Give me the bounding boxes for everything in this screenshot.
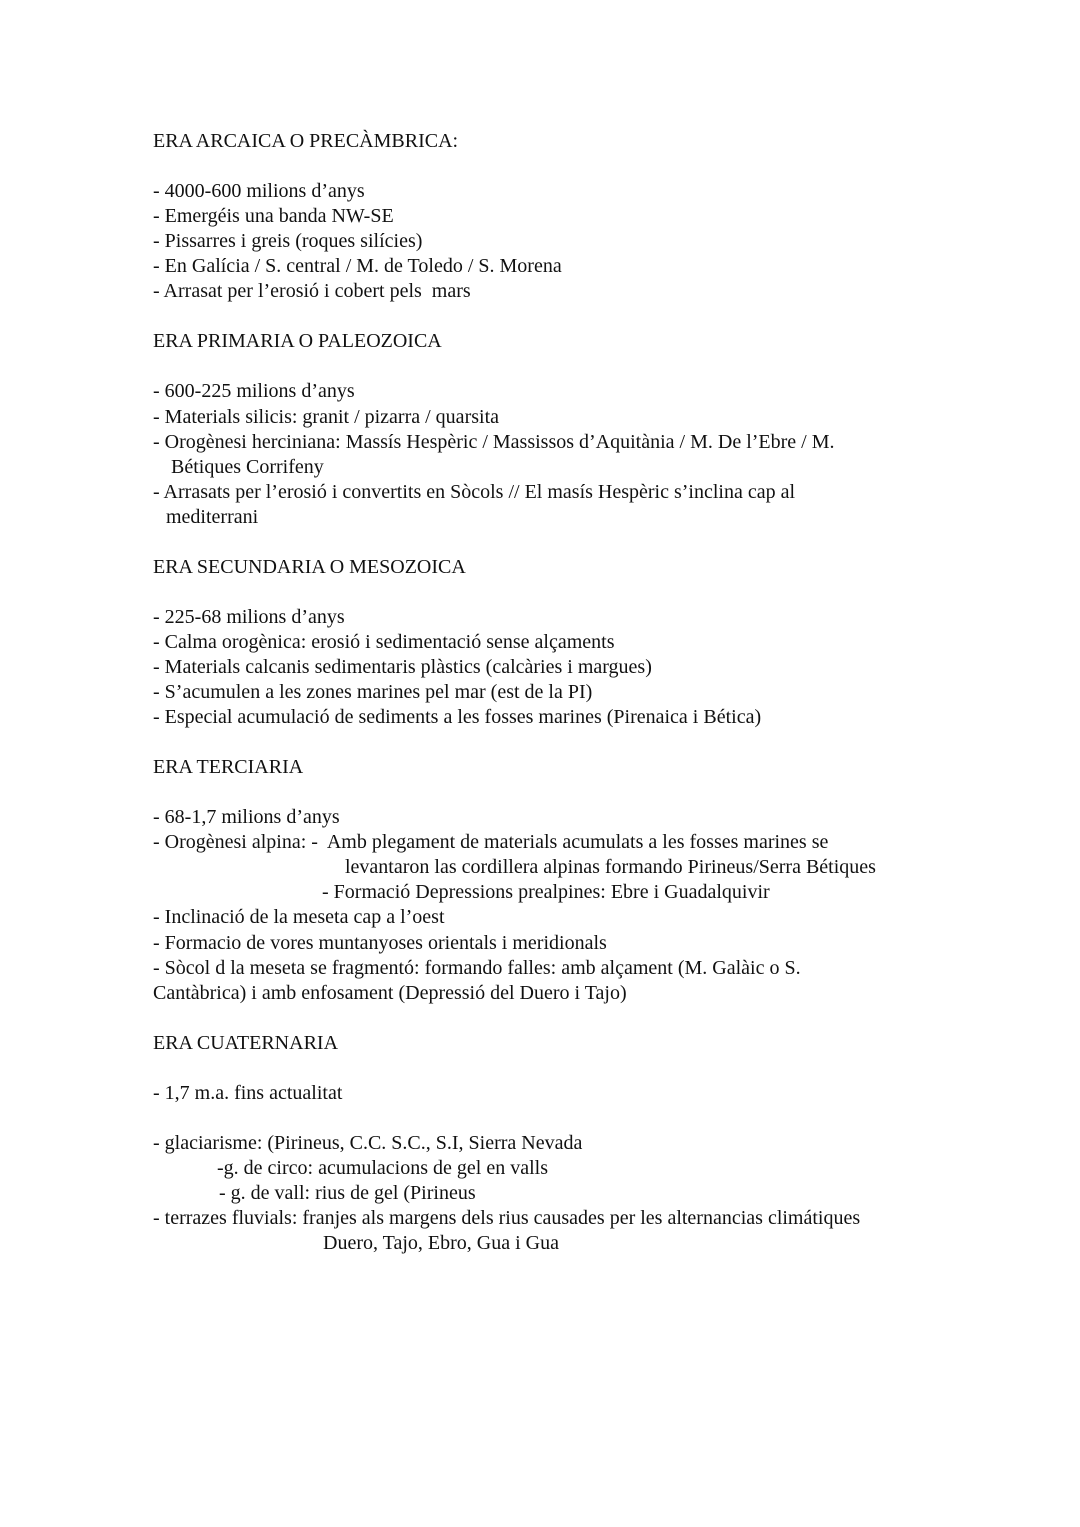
list-item: - Sòcol d la meseta se fragmentó: formando falles: amb alçament (M. Galàic o S. <box>153 956 801 979</box>
list-item: - Materials silicis: granit / pizarra / quarsita <box>153 405 499 428</box>
section-heading: ERA TERCIARIA <box>153 756 304 779</box>
list-item: - glaciarisme: (Pirineus, C.C. S.C., S.I, Sierra Nevada <box>153 1131 583 1154</box>
list-item-continuation: levantaron las cordillera alpinas formando Pirineus/Serra Bétiques <box>345 856 876 879</box>
list-item: - 68-1,7 milions d’anys <box>153 806 340 829</box>
list-item: - 600-225 milions d’anys <box>153 380 355 403</box>
list-item: - 4000-600 milions d’anys <box>153 180 365 203</box>
list-item: - 225-68 milions d’anys <box>153 605 345 628</box>
list-item: - Inclinació de la meseta cap a l’oest <box>153 906 445 929</box>
sub-list-item: -g. de circo: acumulacions de gel en valls <box>217 1156 548 1179</box>
sub-list-item: - g. de vall: rius de gel (Pirineus <box>219 1181 476 1204</box>
list-item: - Orogènesi herciniana: Massís Hespèric / Massissos d’Aquitània / M. De l’Ebre / M. <box>153 430 835 453</box>
list-item: - En Galícia / S. central / M. de Toledo / S. Morena <box>153 255 562 278</box>
list-item: - S’acumulen a les zones marines pel mar (est de la PI) <box>153 681 593 704</box>
list-item-continuation: Duero, Tajo, Ebro, Gua i Gua <box>323 1232 559 1255</box>
list-item: - Materials calcanis sedimentaris plàstics (calcàries i margues) <box>153 655 652 678</box>
list-item: - 1,7 m.a. fins actualitat <box>153 1081 343 1104</box>
list-item: - Formacio de vores muntanyoses orientals i meridionals <box>153 931 607 954</box>
list-item: - Pissarres i greis (roques silícies) <box>153 230 423 253</box>
sub-list-item: - Formació Depressions prealpines: Ebre i Guadalquivir <box>322 881 770 904</box>
list-item-continuation: Cantàbrica) i amb enfosament (Depressió del Duero i Tajo) <box>153 981 627 1004</box>
section-heading: ERA PRIMARIA O PALEOZOICA <box>153 330 442 353</box>
document-page <box>153 129 953 1256</box>
section-heading: ERA SECUNDARIA O MESOZOICA <box>153 555 466 578</box>
list-item: - Arrasat per l’erosió i cobert pels mars <box>153 280 471 303</box>
list-item: - Arrasats per l’erosió i convertits en Sòcols // El masís Hespèric s’inclina cap al <box>153 480 796 503</box>
list-item: - Emergéis una banda NW-SE <box>153 205 394 228</box>
section-heading: ERA CUATERNARIA <box>153 1031 339 1054</box>
list-item: - Especial acumulació de sediments a les fosses marines (Pirenaica i Bética) <box>153 706 762 729</box>
list-item: - terrazes fluvials: franjes als margens dels rius causades per les alternancias climátiques <box>153 1207 861 1230</box>
list-item: - Orogènesi alpina: - Amb plegament de materials acumulats a les fosses marines se <box>153 831 829 854</box>
section-heading: ERA ARCAICA O PRECÀMBRICA: <box>153 130 459 152</box>
list-item: - Calma orogènica: erosió i sedimentació sense alçaments <box>153 630 615 653</box>
list-item-continuation: Bétiques Corrifeny <box>171 455 324 478</box>
list-item-continuation: mediterrani <box>166 505 259 528</box>
